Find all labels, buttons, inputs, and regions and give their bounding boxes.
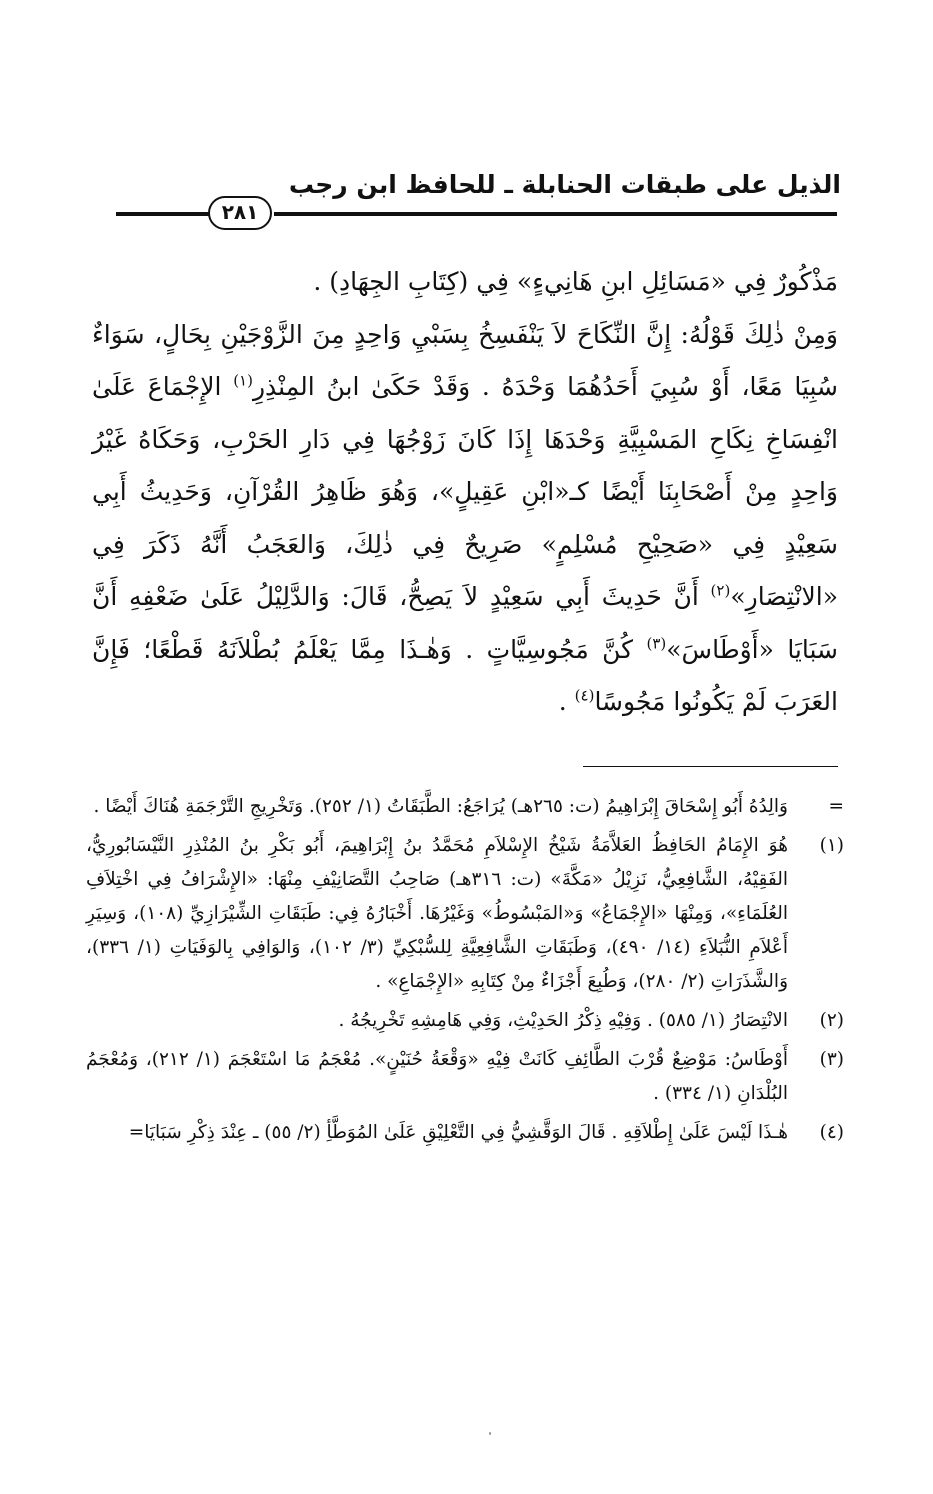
- footnote-marker: (١): [819, 835, 844, 856]
- paragraph-text: كُنَّ مَجُوسِيَّاتٍ . وَهٰـذَا مِمَّا يَعْلَمُ بُطْلاَنَهُ قَطْعًا؛ فَإِنَّ العَرَبَ لَمْ يَكُونُوا مَجُوسًا: [92, 634, 838, 716]
- footnote-marker: (٣): [819, 1049, 844, 1070]
- scan-speck: [489, 1432, 491, 1435]
- main-text: [92, 256, 838, 729]
- header-rule-right: [274, 212, 837, 216]
- footnotes: [86, 790, 844, 1155]
- page-number: ٢٨١: [208, 196, 272, 230]
- footnote-separator: [583, 766, 838, 767]
- footnote-ref[interactable]: (٢): [710, 581, 731, 600]
- footnote-ref[interactable]: (١): [233, 371, 253, 390]
- footnote-marker: (٤): [819, 1122, 844, 1143]
- paragraph-text: مَذْكُورٌ فِي «مَسَائِلِ ابنِ هَانِيءٍ» فِي (كِتَابِ الجِهَادِ) .: [313, 267, 838, 296]
- running-title: الذيل على طبقات الحنابلة ـ للحافظ ابن رجب: [288, 170, 841, 199]
- footnote-text: وَالِدُهُ أَبُو إِسْحَاقَ إِبْرَاهِيمُ (ت: ٢٦٥هـ) يُرَاجَعُ: الطَّبَقَاتُ (١/ ٢٥٢). وَتَخْرِيجِ التَّرْجَمَةِ هُنَاكَ أَيْضًا .: [93, 796, 788, 817]
- header-rule-left: [116, 212, 210, 216]
- footnote-item: [86, 829, 844, 999]
- main-paragraph: [92, 309, 838, 729]
- footnote-item: [86, 1116, 844, 1150]
- footnote-text: أَوْطَاسُ: مَوْضِعٌ قُرْبَ الطَّائِفِ كَانَتْ فِيْهِ «وَقْعَةُ حُنَيْنٍ». مُعْجَمُ مَا اسْتَعْجَمَ (١/ ٢١٢)، وَمُعْجَمُ البُلْدَانِ (١/ ٣٣٤) .: [86, 1049, 789, 1104]
- footnote-marker: =: [828, 796, 844, 817]
- footnote-ref[interactable]: (٤): [574, 686, 595, 705]
- footnote-item: [86, 1004, 844, 1038]
- closing-period: .: [558, 687, 575, 716]
- main-paragraph: [92, 256, 838, 309]
- footnote-text: الانْتِصَارُ (١/ ٥٨٥) . وَفِيْهِ ذِكْرُ الحَدِيْثِ، وَفِي هَامِشِهِ تَخْرِيجُهُ .: [338, 1010, 788, 1031]
- footnote-text: هُوَ الإِمَامُ الحَافِظُ العَلاَّمَةُ شَيْخُ الإِسْلاَمِ مُحَمَّدُ بنُ إِبْرَاهِيمَ، أَبُو بَكْرِ بنُ المُنْذِرِ النَّيْسَابُورِيُّ، الفَقِيْهُ، الشَّافِعِيُّ، نَزِيْلُ «مَكَّةَ» (ت: ٣١٦هـ) صَاحِبُ التَّصَانِيْفِ مِنْهَا: «الإِشْرَافُ فِي اخْتِلاَفِ العُلَمَاءِ»، وَمِنْهَا «الإِجْمَاعُ» وَ«المَبْسُوطُ» وَغَيْرُهَا. أَخْبَارُهُ فِي: طَبَقَاتِ الشِّيْرَازِيِّ (١٠٨)، وَسِيَرِ أَعْلاَمِ النُّبَلاَءِ (١٤/ ٤٩٠)، وَطَبَقَاتِ الشَّافِعِيَّةِ لِلسُّبْكِيِّ (٣/ ١٠٢)، وَالوَافِي بِالوَفَيَاتِ (١/ ٣٣٦)، وَالشَّذَرَاتِ (٢/ ٢٨٠)، وَطُبِعَ أَجْزَاءٌ مِنْ كِتَابِهِ «الإِجْمَاعِ» .: [86, 835, 789, 992]
- paragraph-text: وَمِنْ ذٰلِكَ قَوْلُهُ: إِنَّ النِّكَاحَ لاَ يَنْفَسِخُ بِسَبْيِ وَاحِدٍ مِنَ الزَّوْجَيْنِ بِحَالٍ، سَوَاءٌ سُبِيَا مَعًا، أَوْ سُبِيَ أَحَدُهُمَا وَحْدَهُ . وَقَدْ حَكَىٰ ابنُ المِنْذِرِ: [92, 319, 838, 401]
- paragraph-text: الإِجْمَاعَ عَلَىٰ انْفِسَاخِ نِكَاحِ المَسْبِيَّةِ وَحْدَهَا إِذَا كَانَ زَوْجُهَا فِي دَارِ الحَرْبِ، وَحَكَاهُ غَيْرُ وَاحِدٍ مِنْ أَصْحَابِنَا أَيْضًا كـ«ابْنِ عَقِيلٍ»، وَهُوَ ظَاهِرُ القُرْآنِ، وَحَدِيثُ أَبِي سَعِيْدٍ فِي «صَحِيْحِ مُسْلِمٍ» صَرِيحٌ فِي ذٰلِكَ، وَالعَجَبُ أَنَّهُ ذَكَرَ فِي «الانْتِصَارِ»: [92, 372, 838, 611]
- footnote-item: [86, 1043, 844, 1111]
- footnote-marker: (٢): [819, 1010, 844, 1031]
- paragraph-text: أَنَّ حَدِيثَ أَبِي سَعِيْدٍ لاَ يَصِحُّ، قَالَ: وَالدَّلِيْلُ عَلَىٰ ضَعْفِهِ أَنَّ سَبَايَا «أَوْطَاسَ»: [92, 582, 839, 664]
- footnote-item: [86, 790, 844, 824]
- footnote-ref[interactable]: (٣): [646, 634, 667, 653]
- footnote-text: هٰـذَا لَيْسَ عَلَىٰ إِطْلاَقِهِ . قَالَ الوَقَّشِيُّ فِي التَّعْلِيْقِ عَلَىٰ المُوَطَّأِ (٢/ ٥٥) ـ عِنْدَ ذِكْرِ سَبَايَا=: [128, 1122, 788, 1143]
